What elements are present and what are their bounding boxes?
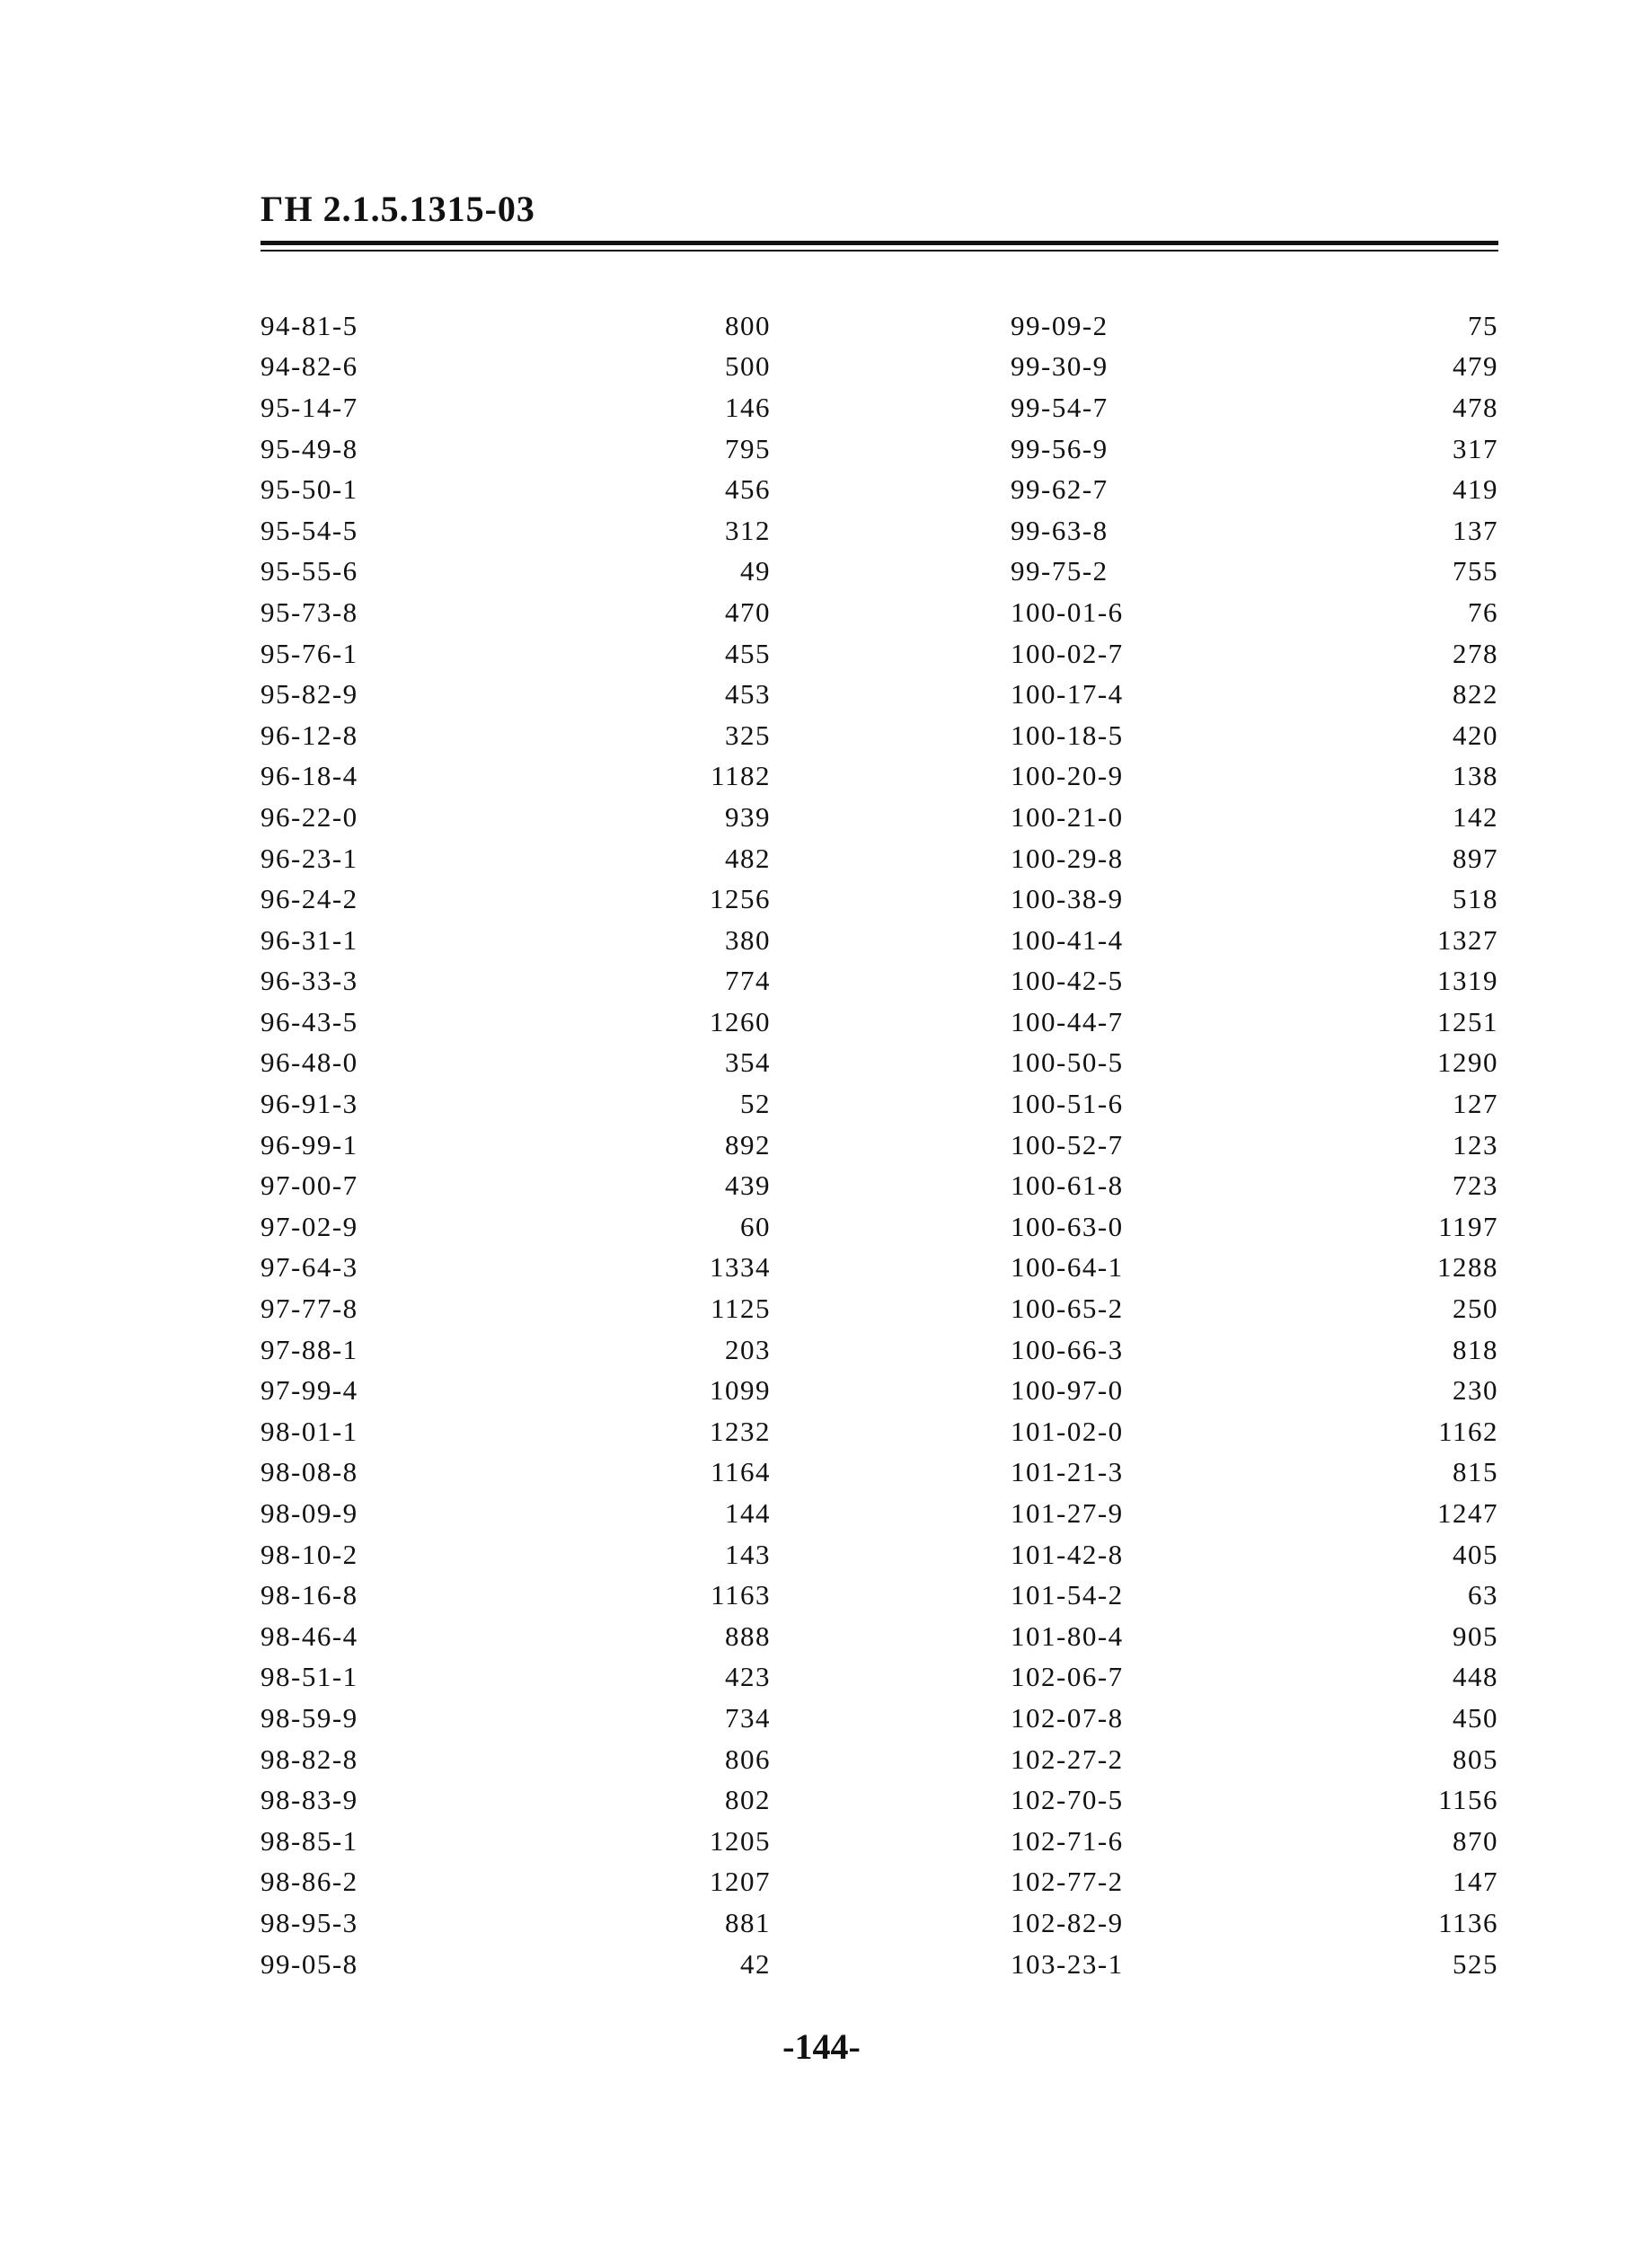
table-row: [261, 1862, 879, 1903]
cas-number: 102-06-7: [1011, 1661, 1124, 1693]
cas-number: 99-63-8: [1011, 514, 1109, 546]
cas-number: 95-82-9: [261, 678, 358, 710]
entry-number: 734: [725, 1701, 771, 1734]
entry-number: 802: [725, 1784, 771, 1816]
cas-number: 95-73-8: [261, 596, 358, 628]
entry-number: 203: [725, 1333, 771, 1365]
cas-number: 100-64-1: [1011, 1251, 1124, 1284]
entry-number: 250: [1453, 1293, 1498, 1325]
entry-number: 478: [1453, 391, 1498, 423]
cas-number: 98-95-3: [261, 1906, 358, 1938]
cas-number: 100-21-0: [1011, 800, 1124, 833]
cas-number: 98-10-2: [261, 1538, 358, 1570]
cas-number: 99-62-7: [1011, 473, 1109, 506]
entry-number: 1290: [1437, 1046, 1498, 1079]
table-row: [879, 1779, 1498, 1821]
table-row: [879, 387, 1498, 428]
cas-number: 102-77-2: [1011, 1866, 1124, 1898]
entry-number: 1164: [711, 1456, 771, 1488]
cas-number: 95-14-7: [261, 391, 358, 423]
table-row: [261, 1739, 879, 1780]
entry-number: 42: [740, 1947, 771, 1980]
cas-number: 95-54-5: [261, 514, 358, 546]
entry-number: 806: [725, 1743, 771, 1775]
cas-number: 102-07-8: [1011, 1701, 1124, 1734]
cas-number: 95-55-6: [261, 555, 358, 587]
cas-number: 100-52-7: [1011, 1128, 1124, 1160]
entry-number: 405: [1453, 1538, 1498, 1570]
entry-number: 123: [1453, 1128, 1498, 1160]
entry-number: 1162: [1438, 1415, 1498, 1447]
entry-number: 755: [1453, 555, 1498, 587]
table-row: [261, 633, 879, 675]
table-row: [261, 428, 879, 470]
entry-number: 52: [740, 1088, 771, 1120]
cas-number: 96-22-0: [261, 800, 358, 833]
cas-number: 101-42-8: [1011, 1538, 1124, 1570]
table-row: [261, 715, 879, 756]
table-row: [261, 1616, 879, 1657]
entry-number: 63: [1468, 1579, 1498, 1611]
entry-number: 439: [725, 1169, 771, 1202]
cas-number: 99-54-7: [1011, 391, 1109, 423]
table-row: [879, 347, 1498, 388]
table-row: [261, 674, 879, 715]
cas-number: 98-16-8: [261, 1579, 358, 1611]
table-row: [261, 1902, 879, 1944]
entry-number: 144: [725, 1497, 771, 1530]
cas-number: 100-41-4: [1011, 923, 1124, 956]
entry-number: 795: [725, 432, 771, 464]
entry-number: 905: [1453, 1619, 1498, 1652]
cas-number: 97-00-7: [261, 1169, 358, 1202]
cas-number: 96-91-3: [261, 1088, 358, 1120]
table-row: [261, 756, 879, 798]
entry-number: 448: [1453, 1661, 1498, 1693]
table-row: [879, 1902, 1498, 1944]
entry-number: 482: [725, 842, 771, 874]
table-row: [879, 1493, 1498, 1534]
cas-number: 102-27-2: [1011, 1743, 1124, 1775]
cas-number: 99-05-8: [261, 1947, 358, 1980]
table-row: [879, 510, 1498, 552]
cas-number: 98-46-4: [261, 1619, 358, 1652]
entry-number: 1288: [1437, 1251, 1498, 1284]
cas-number: 102-70-5: [1011, 1784, 1124, 1816]
entry-number: 76: [1468, 596, 1498, 628]
table-row: [879, 1534, 1498, 1575]
page-number: -144-: [782, 2026, 861, 2067]
table-row: [879, 305, 1498, 347]
cas-number: 98-59-9: [261, 1701, 358, 1734]
cas-number: 100-42-5: [1011, 965, 1124, 997]
entry-number: 870: [1453, 1824, 1498, 1857]
entry-number: 815: [1453, 1456, 1498, 1488]
table-row: [879, 1452, 1498, 1494]
entry-number: 147: [1453, 1866, 1498, 1898]
entry-number: 456: [725, 473, 771, 506]
entry-number: 897: [1453, 842, 1498, 874]
cas-number: 100-02-7: [1011, 637, 1124, 669]
table-row: [261, 1575, 879, 1616]
cas-number: 96-12-8: [261, 719, 358, 751]
table-row: [261, 961, 879, 1002]
table-row: [261, 1288, 879, 1329]
table-row: [261, 797, 879, 838]
entry-number: 419: [1453, 473, 1498, 506]
table-row: [261, 1411, 879, 1452]
cas-number: 100-29-8: [1011, 842, 1124, 874]
cas-number: 96-18-4: [261, 760, 358, 792]
table-row: [261, 1534, 879, 1575]
entry-number: 354: [725, 1046, 771, 1079]
table-row: [879, 1944, 1498, 1985]
document-header-title: ГН 2.1.5.1315-03: [261, 189, 535, 229]
table-row: [261, 347, 879, 388]
table-row: [261, 920, 879, 961]
table-row: [879, 797, 1498, 838]
table-row: [261, 1370, 879, 1411]
entry-number: 1205: [710, 1824, 771, 1857]
table-row: [261, 1493, 879, 1534]
table-row: [879, 961, 1498, 1002]
entry-number: 317: [1453, 432, 1498, 464]
table-row: [879, 469, 1498, 510]
entry-number: 138: [1453, 760, 1498, 792]
entry-number: 518: [1453, 883, 1498, 915]
cas-number: 95-50-1: [261, 473, 358, 506]
table-row: [879, 1248, 1498, 1289]
table-row: [879, 1329, 1498, 1371]
table-row: [261, 1083, 879, 1125]
table-row: [879, 1002, 1498, 1043]
cas-number: 101-54-2: [1011, 1579, 1124, 1611]
cas-index-table: [261, 305, 1498, 1984]
cas-number: 101-27-9: [1011, 1497, 1124, 1530]
cas-number: 99-30-9: [1011, 350, 1109, 383]
cas-number: 96-99-1: [261, 1128, 358, 1160]
cas-number: 101-80-4: [1011, 1619, 1124, 1652]
entry-number: 1163: [711, 1579, 771, 1611]
cas-number: 100-63-0: [1011, 1210, 1124, 1242]
cas-number: 100-44-7: [1011, 1005, 1124, 1037]
cas-number: 98-01-1: [261, 1415, 358, 1447]
table-row: [261, 1944, 879, 1985]
cas-number: 98-51-1: [261, 1661, 358, 1693]
entry-number: 723: [1453, 1169, 1498, 1202]
entry-number: 774: [725, 965, 771, 997]
table-row: [879, 428, 1498, 470]
entry-number: 805: [1453, 1743, 1498, 1775]
entry-number: 146: [725, 391, 771, 423]
cas-number: 97-64-3: [261, 1251, 358, 1284]
cas-number: 94-81-5: [261, 309, 358, 341]
table-row: [261, 1821, 879, 1862]
table-row: [879, 633, 1498, 675]
entry-number: 420: [1453, 719, 1498, 751]
entry-number: 1334: [710, 1251, 771, 1284]
entry-number: 142: [1453, 800, 1498, 833]
entry-number: 1182: [711, 760, 771, 792]
entry-number: 278: [1453, 637, 1498, 669]
cas-number: 100-01-6: [1011, 596, 1124, 628]
entry-number: 143: [725, 1538, 771, 1570]
table-row: [261, 1125, 879, 1166]
entry-number: 1125: [711, 1293, 771, 1325]
entry-number: 1099: [710, 1374, 771, 1407]
header-rule-thick: [261, 241, 1498, 245]
entry-number: 470: [725, 596, 771, 628]
cas-number: 100-38-9: [1011, 883, 1124, 915]
entry-number: 455: [725, 637, 771, 669]
entry-number: 127: [1453, 1088, 1498, 1120]
cas-number: 98-83-9: [261, 1784, 358, 1816]
entry-number: 1319: [1437, 965, 1498, 997]
cas-number: 96-48-0: [261, 1046, 358, 1079]
entry-number: 822: [1453, 678, 1498, 710]
table-row: [879, 1575, 1498, 1616]
entry-number: 230: [1453, 1374, 1498, 1407]
entry-number: 1136: [1438, 1906, 1498, 1938]
entry-number: 75: [1468, 309, 1498, 341]
table-row: [261, 1002, 879, 1043]
table-row: [879, 838, 1498, 879]
table-row: [261, 469, 879, 510]
table-row: [879, 1698, 1498, 1739]
entry-number: 325: [725, 719, 771, 751]
table-row: [879, 1043, 1498, 1084]
cas-number: 98-08-8: [261, 1456, 358, 1488]
table-row: [261, 878, 879, 920]
table-column-left: [261, 305, 879, 1984]
cas-number: 96-24-2: [261, 883, 358, 915]
cas-number: 97-99-4: [261, 1374, 358, 1407]
table-row: [261, 305, 879, 347]
cas-number: 102-82-9: [1011, 1906, 1124, 1938]
entry-number: 453: [725, 678, 771, 710]
entry-number: 49: [740, 555, 771, 587]
cas-number: 95-76-1: [261, 637, 358, 669]
entry-number: 1197: [1438, 1210, 1498, 1242]
cas-number: 96-33-3: [261, 965, 358, 997]
entry-number: 1247: [1437, 1497, 1498, 1530]
entry-number: 818: [1453, 1333, 1498, 1365]
cas-number: 98-82-8: [261, 1743, 358, 1775]
cas-number: 100-18-5: [1011, 719, 1124, 751]
header-rule-thin: [261, 250, 1498, 252]
entry-number: 479: [1453, 350, 1498, 383]
cas-number: 95-49-8: [261, 432, 358, 464]
table-row: [879, 1616, 1498, 1657]
entry-number: 1207: [710, 1866, 771, 1898]
entry-number: 1260: [710, 1005, 771, 1037]
entry-number: 881: [725, 1906, 771, 1938]
table-row: [261, 1779, 879, 1821]
cas-number: 103-23-1: [1011, 1947, 1124, 1980]
table-row: [879, 715, 1498, 756]
table-row: [261, 1329, 879, 1371]
cas-number: 101-02-0: [1011, 1415, 1124, 1447]
table-row: [261, 838, 879, 879]
cas-number: 99-56-9: [1011, 432, 1109, 464]
cas-number: 100-20-9: [1011, 760, 1124, 792]
table-row: [261, 1165, 879, 1206]
table-row: [261, 592, 879, 633]
cas-number: 96-43-5: [261, 1005, 358, 1037]
cas-number: 97-77-8: [261, 1293, 358, 1325]
entry-number: 1256: [710, 883, 771, 915]
table-row: [261, 1043, 879, 1084]
table-row: [879, 1083, 1498, 1125]
table-row: [879, 756, 1498, 798]
entry-number: 1232: [710, 1415, 771, 1447]
cas-number: 102-71-6: [1011, 1824, 1124, 1857]
table-row: [261, 1657, 879, 1699]
cas-number: 100-61-8: [1011, 1169, 1124, 1202]
cas-number: 100-51-6: [1011, 1088, 1124, 1120]
cas-number: 100-50-5: [1011, 1046, 1124, 1079]
table-row: [879, 1821, 1498, 1862]
entry-number: 939: [725, 800, 771, 833]
entry-number: 500: [725, 350, 771, 383]
entry-number: 137: [1453, 514, 1498, 546]
entry-number: 1327: [1437, 923, 1498, 956]
entry-number: 525: [1453, 1947, 1498, 1980]
table-row: [879, 1862, 1498, 1903]
table-row: [879, 552, 1498, 593]
table-row: [879, 878, 1498, 920]
table-row: [879, 1165, 1498, 1206]
cas-number: 96-31-1: [261, 923, 358, 956]
cas-number: 99-09-2: [1011, 309, 1109, 341]
cas-number: 98-86-2: [261, 1866, 358, 1898]
cas-number: 98-09-9: [261, 1497, 358, 1530]
table-row: [261, 510, 879, 552]
table-row: [261, 1452, 879, 1494]
table-row: [879, 1125, 1498, 1166]
cas-number: 100-65-2: [1011, 1293, 1124, 1325]
table-row: [879, 1206, 1498, 1248]
entry-number: 892: [725, 1128, 771, 1160]
entry-number: 380: [725, 923, 771, 956]
entry-number: 423: [725, 1661, 771, 1693]
table-row: [261, 1248, 879, 1289]
cas-number: 97-02-9: [261, 1210, 358, 1242]
table-row: [879, 920, 1498, 961]
table-row: [879, 592, 1498, 633]
cas-number: 100-97-0: [1011, 1374, 1124, 1407]
cas-number: 94-82-6: [261, 350, 358, 383]
cas-number: 101-21-3: [1011, 1456, 1124, 1488]
cas-number: 98-85-1: [261, 1824, 358, 1857]
table-row: [879, 1288, 1498, 1329]
cas-number: 96-23-1: [261, 842, 358, 874]
table-row: [879, 1657, 1498, 1699]
entry-number: 800: [725, 309, 771, 341]
table-row: [879, 1739, 1498, 1780]
entry-number: 312: [725, 514, 771, 546]
cas-number: 100-66-3: [1011, 1333, 1124, 1365]
table-row: [261, 1698, 879, 1739]
cas-number: 100-17-4: [1011, 678, 1124, 710]
table-row: [261, 552, 879, 593]
table-row: [879, 1370, 1498, 1411]
entry-number: 888: [725, 1619, 771, 1652]
table-column-right: [879, 305, 1498, 1984]
table-row: [879, 674, 1498, 715]
table-row: [879, 1411, 1498, 1452]
entry-number: 1251: [1437, 1005, 1498, 1037]
entry-number: 450: [1453, 1701, 1498, 1734]
table-row: [261, 1206, 879, 1248]
entry-number: 60: [740, 1210, 771, 1242]
entry-number: 1156: [1438, 1784, 1498, 1816]
table-row: [261, 387, 879, 428]
cas-number: 99-75-2: [1011, 555, 1109, 587]
cas-number: 97-88-1: [261, 1333, 358, 1365]
